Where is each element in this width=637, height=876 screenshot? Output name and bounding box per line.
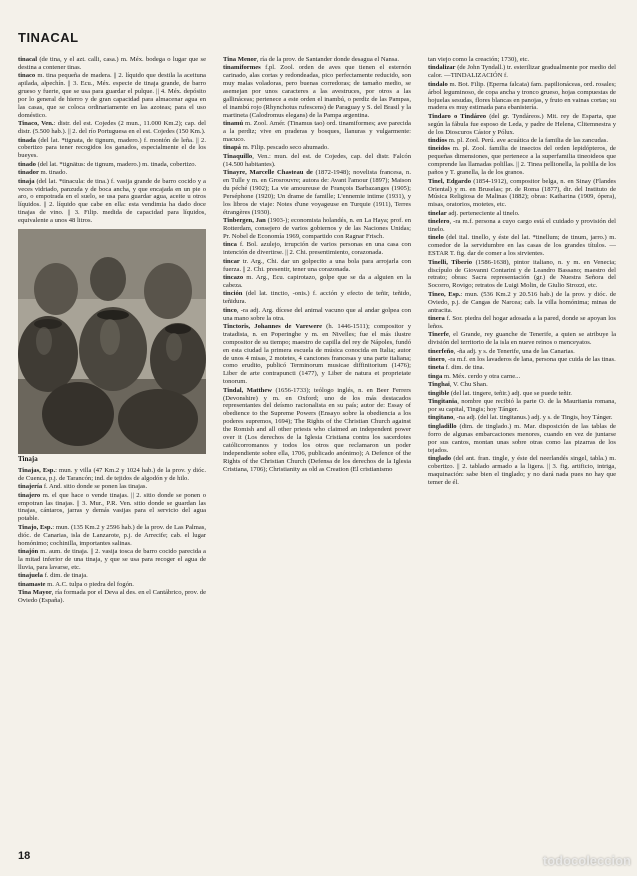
entry-definition: (del lat. tingere, teñir.) adj. que se puede teñir. (449, 389, 572, 397)
entry-definition: m. Méx. cerdo y otra carne... (442, 372, 521, 380)
entry-headword: tinapá (223, 144, 241, 152)
dictionary-entry (18, 467, 206, 483)
entry-definition: , V. Chu Shan. (449, 381, 488, 389)
entry-headword: tinada (18, 136, 36, 144)
dictionary-entry (18, 524, 206, 548)
column-1 (18, 56, 206, 605)
entry-definition: : mun. y villa (47 Km.2 y 1024 hab.) de la prov. y dióc. de Cuenca, p.j. de Tarancón; ind. de tejidos de algodón y de hilo. (18, 466, 206, 482)
entry-definition: , el Grande, rey guanche de Tenerife, a quien se atribuye la división del territorio de la isla en nueve reinos o menceyatos. (428, 331, 616, 347)
entry-headword: Tinerfe (428, 331, 449, 339)
col1-entries-top (18, 56, 206, 225)
entry-headword: Tindal, Matthew (223, 386, 273, 394)
entry-headword: tinelo (428, 234, 444, 242)
dictionary-entry (428, 331, 616, 347)
entry-headword: Tinajas, Esp. (18, 466, 56, 474)
entry-definition: f. dim. de tina. (444, 364, 485, 372)
entry-definition: m. pl. Zool. Perú. ave acuática de la familia de las zancudas. (447, 137, 608, 145)
entry-definition: : mun. (536 Km.2 y 20.516 hab.) de la prov. y dióc. de Oviedo, p.j. de Cangas de Narcea; cab. la villa homónima; minas de antracita. (428, 290, 617, 314)
dictionary-entry (428, 178, 616, 210)
dictionary-entry (223, 274, 411, 290)
dictionary-entry (223, 64, 411, 119)
entry-headword: tineidos (428, 145, 450, 153)
dictionary-entry (223, 217, 411, 241)
entry-definition: (1656-1733); teólogo inglés, n. en Beer Ferrers (Devonshire) y m. en Oxford; uno de los más destacados representantes del deísmo racionalista en su país; autor de: Essay of obedience to the Supreme Powers (Ensayo sobre la obediencia a los poderes supremos, 1694); The Rights of the Christian Church against the Romish and all other priests who claimed an independent power over it (Los derechos de la Iglesia Cristiana contra los sacerdotes católicorromanos y todos los otros que reclamaron un poder independiente sobre ella, 1706, publicado anónimo); A Defence of the Rights of the Christian Church (Defensa de los derechos de la Iglesia Cristiana, 1706); Christianity as old as Creation (El cristianismo (223, 386, 411, 473)
dictionary-entry (223, 241, 411, 257)
col1-entries-bottom (18, 467, 206, 605)
entry-headword: tinamiformes (223, 64, 261, 72)
tinaja-photo (18, 229, 206, 454)
entry-headword: tinajuela (18, 572, 43, 580)
dictionary-entry (18, 178, 206, 225)
entry-definition: (del gr. Tyndáreos.) Mit. rey de Esparta, que según la fábula fue esposo de Leda, y padre de Helena, Clitemnestra y de los Dioscuros Cástor y Pólux. (428, 112, 616, 136)
dictionary-entry (428, 113, 616, 137)
entry-definition: , ría de la prov. de Santander donde desagua el Nansa. (256, 56, 399, 63)
entry-headword: tinajón (18, 548, 39, 555)
entry-definition: , -ra adj. Arg. dícese del animal vacuno que al andar golpea con una mano sobre la otra. (223, 306, 411, 322)
entry-definition: (del ital. tinello, y éste del lat. *tinellum; de tinum, jarro.) m. comedor de la servidumbre en las casas de los grandes títulos. —ESTAR T. fig. dar de comer a los sirvientes. (428, 234, 616, 258)
dictionary-entry (18, 120, 206, 136)
entry-definition: (del ant. fran. tingle, y éste del neerlandés singel, tabla.) m. cobertizo. || 2. tablado armado a la ligera. || 3. fig. artificio, intriga, maquinación: sabe bien el tinglado; y no dará nada pues no hay que temer de él. (428, 454, 616, 486)
dictionary-entry (428, 137, 616, 145)
entry-headword: Tindaro o Tindáreo (428, 112, 487, 120)
entry-headword: Tingitania (428, 398, 458, 406)
entry-headword: Tinayre, Marcelle Chasteau de (223, 169, 313, 177)
entry-headword: tindalizar (428, 64, 456, 72)
entry-headword: tinelero (428, 218, 450, 226)
dictionary-entry (428, 145, 616, 177)
entry-definition: m. aum. de tinaja. || 2. vasija tosca de barro cocido parecida a la mitad inferior de una tinaja, y que se usa para recoger el agua de lluvia, para lavarse, etc. (18, 548, 206, 571)
entry-headword: Tinel, Edgardo (428, 177, 472, 185)
entry-definition: (del lat. *tignātus: de tignum, madero.) m. tinada, cobertizo. (35, 160, 197, 168)
entry-definition: (del lat. *tignata, de tignum, madero.) f. montón de leña. || 2. cobertizo para tener recogidos los ganados, especialmente el de los bueyes. (18, 136, 206, 160)
entry-headword: tineta (428, 364, 445, 372)
dictionary-entry (18, 483, 206, 491)
dictionary-entry (223, 153, 411, 169)
dictionary-entry (428, 381, 616, 389)
dictionary-entry (428, 348, 616, 356)
entry-definition: , Ven.: mun. del est. de Cojedes, cap. del distr. Falcón (14.500 habitantes). (223, 152, 411, 168)
dictionary-entry (18, 56, 206, 72)
entry-headword: tingladillo (428, 422, 457, 430)
entry-definition: , -ña adj. y s. de Tenerife, una de las Canarias. (453, 347, 575, 355)
entry-headword: Tinbergen, Jan (223, 217, 266, 225)
entry-definition: m. tina pequeña de madera. || 2. líquido que destila la aceituna apilada, alpechín. || 3. Ecu., Méx. especie de tinaja grande, de barro grueso y fuerte, que se usa para guardar el pulque. || 4. Méx. depósito por lo general de hierro y de gran capacidad para almacenar agua en las casas, que se coloca ordinariamente en las azoteas; para el uso doméstico. (18, 72, 206, 119)
entry-definition: , ría formada por el Deva al des. en el Cantábrico, prov. de Oviedo (España). (18, 589, 206, 604)
entry-definition: m. tinado. (38, 169, 68, 177)
entry-definition: m. Zool. Amér. (Tinamus tao) ord. tinamiformes; ave parecida a la perdiz; vive en praderas y bosques, llanuras y vulgarmente: macuco. (223, 120, 411, 144)
dictionary-entry (428, 56, 616, 64)
entry-headword: tinamaste (18, 580, 46, 588)
entry-definition: (1854-1912), compositor belga, n. en Sinay (Flandes Oriental) y m. en Bruselas; pr. de Roma (1877), dir. del Instituto de Música Religiosa de Malinas (1882); obras: Katharina (1909, ópera), misas, oratorios, motetes, etc. (428, 177, 616, 209)
dictionary-entry (18, 169, 206, 177)
dictionary-entry (18, 137, 206, 161)
entry-definition: , nombre que recibió la parte O. de la Mauritania romana, por su capital, Tingis; hoy Tánger. (428, 398, 616, 413)
dictionary-entry (18, 72, 206, 119)
entry-headword: tingible (428, 389, 450, 397)
entry-definition: (del lat. *tinacula: de tina.) f. vasija grande de barro cocido y a veces vidriado, panzuda y de boca ancha, y que encajada en un pie o aro, o empotrada en el suelo, se usa para guardar agua, aceite u otros líquidos. || 2. líquido que cabe en ella: esta vendimia ha dado doce tinajas de vino. || 3. Filip. medida de capacidad para líquidos, equivalente a unos 48 litros. (18, 177, 206, 225)
entry-headword: tinado (18, 160, 36, 168)
watermark: todocoleccion (542, 853, 631, 868)
entry-headword: tinglado (428, 454, 452, 462)
dictionary-entry (428, 234, 616, 258)
entry-definition: m. A.C. tulpa o piedra del fogón. (45, 580, 134, 588)
dictionary-entry (428, 414, 616, 422)
running-head: TINACAL (18, 30, 79, 45)
dictionary-entry (223, 387, 411, 474)
entry-headword: tinador (18, 169, 39, 177)
entry-definition: tr. Arg., Chi. dar un golpecito a una bola para arrojarla con fuerza. || 2. Chi. presentir, tener una corazonada. (223, 257, 411, 273)
entry-headword: tinerfeño (428, 347, 454, 355)
entry-definition: f.pl. Zool. orden de aves que tienen el esternón carinado, alas cortas y redondeadas, pico perfectamente reducido, son muy malas voladoras, pero buenas corredoras; de tamaño medio, se asemejan por unos caracteres a las avestruces, por otros a las gallináceas; pertenece a este orden el inambú, o perdiz de las Pampas, el inambú rojo (Rhynchotus rufescens) de Paraguay y S. del Brasil y la martineta (Calodromus elegans) de la Pampa argentina. (223, 64, 411, 119)
dictionary-entry (428, 210, 616, 218)
entry-headword: tinelar (428, 209, 447, 217)
entry-headword: Tinajo, Esp. (18, 523, 53, 531)
entry-definition: , -ra m.f. en los lavaderos de lana, persona que cuida de las tinas. (444, 356, 616, 364)
entry-headword: tincar (223, 257, 240, 265)
entry-headword: tinajero (18, 491, 41, 499)
entry-definition: m. pl. Zool. familia de insectos del orden lepidópteros, de pequeñas dimensiones, que pertenece a la superfamilia tineoideos que comprende las llamadas polillas. || 2. Tinea pellionella, la polilla de los paños y T. granella, la de los granos. (428, 145, 616, 177)
dictionary-entry (223, 258, 411, 274)
entry-definition: f. Bol. azulejo, irrupción de varios personas en una casa con intención de divertirse. || 2. Chi. presentimiento, corazonada. (223, 241, 411, 257)
dictionary-entry (18, 161, 206, 169)
entry-headword: tindíos (428, 137, 448, 145)
page-number: 18 (18, 850, 31, 862)
entry-definition: : mun. (135 Km.2 y 2596 hab.) de la prov. de Las Palmas, dióc. de Canarias, isla de Lanzarote, p.j. de Arrecife; cab. el lugar homónimo; cochinilla, importantes salinas. (18, 523, 206, 547)
entry-headword: Tinaquillo (223, 152, 253, 160)
dictionary-entry (428, 315, 616, 331)
dictionary-entry (428, 455, 616, 487)
entry-definition: (1903-); economista holandés, n. en La Haya; prof. en Rotterdam, consejero de varios gobiernos y de las Naciones Unidas; Pr. Nobel de Economía 1969, compartido con Ragnar Frisch. (223, 217, 411, 240)
entry-definition: m. Arg., Ecu. capirotazo, golpe que se da a alguien en la cabeza. (223, 273, 411, 289)
photo-caption: Tinaja (18, 455, 38, 464)
entry-headword: tinacal (18, 56, 38, 63)
entry-headword: Tineo, Esp. (428, 290, 461, 298)
entry-definition: m. Bot. Filip. (Eperna falcata) fam. papilionáceas, ord. rosales; árbol leguminoso, de copa ancha y tronco grueso, hojas compuestas de hojuelas sesudas, flores blancas en panojas, y fruto en vainas cortas; su madera es muy estimada para ebanistería. (428, 80, 616, 112)
dictionary-entry (223, 56, 411, 64)
dictionary-entry (223, 307, 411, 323)
entry-definition: (1872-1948); novelista francesa, n. en Tulle y m. en Grosrouvre; autora de: Avant l'amour (1897); Maison du péché (1902); La vie amoureuse de François Barbazanges (1905); Perséphone (1920); Un drame de famille; L'ennemie intime (1931), y los libros de viaje: Notes d'une voyageuse en Turquie (1911), Terres étrangères (1930). (223, 169, 412, 216)
dictionary-entry (428, 64, 616, 80)
dictionary-entry (428, 356, 616, 364)
dictionary-entry (428, 423, 616, 455)
entry-definition: (de John Tyndall.) tr. esterilizar gradualmente por medio del calor. —TINDALIZACIÓN f. (428, 64, 616, 80)
entry-definition: f. dim. de tinaja. (42, 572, 88, 580)
dictionary-entry (18, 548, 206, 572)
dictionary-entry (428, 364, 616, 372)
entry-headword: Tinelli, Tiberio (428, 258, 473, 266)
entry-headword: Tina Menor (223, 56, 257, 63)
dictionary-entry (428, 81, 616, 113)
entry-definition: tan viejo como la creación; 1730), etc. (428, 56, 530, 63)
entry-headword: tinaco (18, 72, 36, 80)
entry-definition: (1586-1638), pintor italiano, n. y m. en Venecia; discípulo de Giovanni Contarini y de Leandro Bassano; maestro del retrato; obras: Sacra representación (gr.) de Nuestra Señora del Socorro, Rovigo; retratos de Luigi Molin, de Giulio Strozzi, etc. (428, 258, 617, 290)
entry-headword: tinco (223, 306, 237, 314)
page (18, 22, 619, 862)
entry-definition: (de tina, y el azt. calli, casa.) m. Méx. bodega o lugar que se destina a contener tinas. (18, 56, 206, 71)
dictionary-entry (18, 492, 206, 524)
entry-definition: f. Sor. piedra del hogar adosada a la pared, donde se apoyan los leños. (428, 315, 616, 330)
dictionary-entry (18, 572, 206, 580)
entry-headword: tinajería (18, 483, 43, 491)
dictionary-entry (223, 323, 411, 386)
entry-headword: Tinghai (428, 381, 450, 389)
entry-headword: Tinaco, Ven. (18, 120, 54, 128)
dictionary-entry (428, 218, 616, 234)
entry-definition: adj. perteneciente al tinelo. (446, 209, 520, 217)
entry-definition: , -ra m.f. persona a cuyo cargo está el cuidado y provisión del tinelo. (428, 218, 616, 234)
dictionary-entry (18, 581, 206, 589)
entry-definition: m. Filip. pescado seco ahumado. (240, 144, 329, 152)
dictionary-entry (428, 259, 616, 291)
entry-headword: Tinctoris, Johannes de Varewere (223, 322, 323, 330)
dictionary-entry (223, 290, 411, 306)
column-3 (428, 56, 616, 487)
entry-headword: Tina Mayor (18, 589, 52, 597)
entry-headword: tinera (428, 315, 445, 322)
dictionary-entry (223, 144, 411, 152)
entry-headword: tindalo (428, 80, 448, 88)
dictionary-entry (428, 373, 616, 381)
dictionary-entry (223, 169, 411, 216)
column-2 (223, 56, 411, 474)
entry-definition: : distr. del est. Cojedes (2 mun., 11.000 Km.2); cap. del distr. (5.500 hab.). || 2. del río Portuguesa en el est. Cojedes (150 Km.). (18, 120, 207, 136)
dictionary-entry (428, 398, 616, 414)
entry-headword: tingitano (428, 414, 454, 422)
entry-definition: m. el que hace o vende tinajas. || 2. sitio donde se ponen o empotran las tinajas. || 3. Mur., P.R. Ven. sitio donde se guardan las tinajas, cántaros, jarras y demás vasijas para el servicio del agua potable. (18, 491, 206, 523)
entry-headword: tinción (223, 290, 243, 298)
entry-headword: tinca (223, 241, 237, 249)
entry-definition: , -na adj. (del lat. tingitanus.) adj. y s. de Tingis, hoy Tánger. (453, 414, 613, 422)
entry-headword: tinero (428, 356, 445, 364)
entry-headword: tincazo (223, 273, 244, 281)
tinaja-jars-image (18, 229, 206, 454)
dictionary-entry (428, 390, 616, 398)
dictionary-entry (18, 589, 206, 605)
entry-headword: tinamú (223, 120, 244, 128)
dictionary-entry (223, 120, 411, 144)
entry-definition: f. And. sitio donde se ponen las tinajas. (42, 483, 148, 491)
dictionary-entry (428, 291, 616, 315)
entry-headword: tinga (428, 372, 443, 380)
entry-definition: (dim. de tinglado.) m. Mar. disposición de las tablas de forro de algunas embarcaciones menores, cuando en vez de juntarse por sus cantos, montan unas sobre otras como las pizarras de los tejados. (428, 422, 616, 454)
entry-definition: (del lat. tinctio, -onis.) f. acción y efecto de teñir, teñido, teñidura. (223, 290, 411, 306)
entry-headword: tinaja (18, 177, 35, 185)
entry-definition: (h. 1446-1511); compositor y tratadista, n. en Poperinghe y m. en Nivelles; fue el más ilustre compositor de su tiempo; maestro de capilla del rey de Nápoles, fundó en esta ciudad la primera escuela de música conocida en Italia; autor de unos 4 misas, 2 motetes, 4 canciones francesas y una parte italiana; como erudito, publicó Terminorum musicae diffinitorium (1476); Liber de arte contrapuncti (1477), y Liber de natura et proprietate tonorum. (223, 322, 411, 386)
